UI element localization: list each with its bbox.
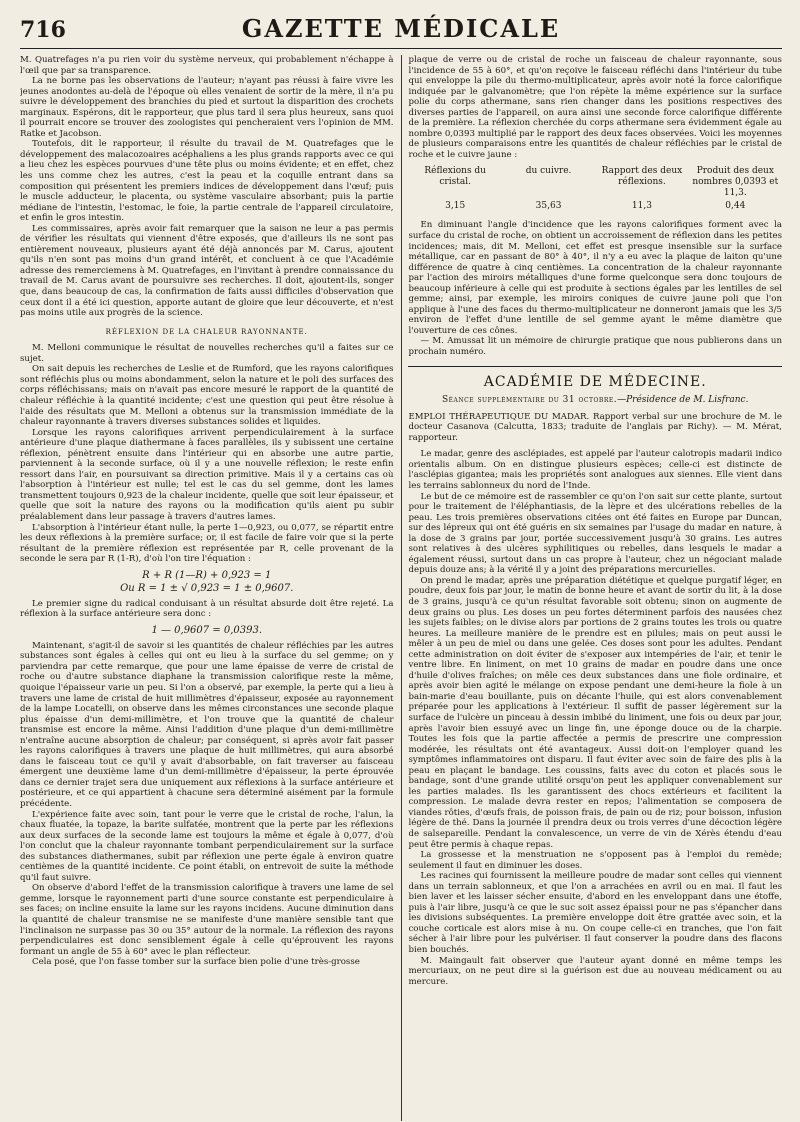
table-cell: 35,63 [535,201,562,212]
paragraph: Maintenant, s'agit-il de savoir si les quantités de chaleur réfléchies par les autres substances sont égales à celles qui ont eu lieu à la surface du sel gemme; on y parviendra par cette remarque, que pour une lame épaisse de verre de cristal de roche ou d'autre substance diaphane la transmission calorifique reste la même, quoique l'épaisseur varie un peu. Si l'on a observé, par exemple, la perte qui a lieu à travers une lame de cristal de huit millimètres d'épaisseur, exposée au rayonnement de la lampe Locatelli, on observe dans les mêmes circonstances une seconde plaque plus épaisse d'un demi-millimètre, et l'on trouve que la quantité de chaleur transmise est encore la même. Ainsi l'addition d'une plaque d'un demi-millimètre n'entraîne aucune absorption de chaleur; par conséquent, si après avoir fait passer les rayons calorifiques à travers une plaque de huit millimètres, qui aura absorbé dans le faisceau tout ce qu'il y avait d'absorbable, on fait traverser au faisceau émergent une deuxième lame d'un demi-millimètre d'épaisseur, la perte éprouvée dans ce dernier trajet sera due uniquement aux réflexions à la surface antérieure et postérieure, et ce qui appartient à chacune sera déterminé aisément par la formule précédente. [20,640,394,809]
paragraph: L'expérience faite avec soin, tant pour le verre que le cristal de roche, l'alun, la chaux fluatée, la topaze, la barite sulfatée, montrent que la perte par les réflexions aux deux surfaces de la seconde lame est toujours la même et égale à 0,077, d'où l'on conclut que la chaleur rayonnante tombant perpendiculairement sur la surface des substances diathermanes, subit par réflexion une perte égale à environ quatre centièmes de la quantité incidente. Ce point établi, on entrevoit de suite la méthode qu'il faut suivre. [20,809,394,883]
paragraph: On prend le madar, après une préparation diététique et quelque purgatif léger, en poudre, deux fois par jour, le matin de bonne heure et avant de sortir du lit, à la dose de 3 grains, jusqu'à ce qu'un résultat favorable soit obtenu; sinon on augmente de deux grains ou plus. Les doses un peu fortes déterminent parfois des nausées chez les sujets faibles; on le divise alors par portions de 2 grains toutes les trois ou quatre heures. La meilleure manière de le prendre est en pilules; mais on peut aussi le mêler à un peu de miel ou dans une gelée. Ces doses sont pour les adultes. Pendant cette administration on doit éviter de s'exposer aux intempéries de l'air, et tenir le ventre libre. En liniment, on met 10 grains de madar en poudre dans une once d'huile d'olives fraîches; on mêle ces deux substances dans une fiole ordinaire, et après avoir bien agité le mélange on expose pendant une demi-heure la fiole à un bain-marie d'eau bouillante, puis on décante l'huile, qui est alors convenablement préparée pour les applications à l'extérieur. Il suffit de passer légèrement sur la surface de l'ulcère un pinceau à dessin imbibé du liniment, une fois ou deux par jour, après l'avoir bien essuyé avec un linge fin, une éponge douce ou de la charpie. Toutes les fois que la partie affectée a permis de prescrire une compression modérée, les résultats ont été avantageux. Aussi doit-on l'employer quand les symptômes inflammatoires ont disparu. Il faut éviter avec soin de faire des plis à la peau en plaçant le bandage. Les coussins, faits avec du coton et placés sous le bandage, sont d'une grande utilité orsqu'on peut les appliquer convenablement sur les parties malades. Ils les garantissent des chocs extérieurs et facilitent la compression. Le malade devra rester en repos; l'alimentation se composera de viandes rôties, d'œufs frais, de poisson frais, de pain ou de riz; pour boisson, infusion légère de thé. Dans la journée il prendra deux ou trois verres d'une décoction légère de salsepareille. Pendant la convalescence, un verre de vin de Xérès étendu d'eau peut être permis à chaque repas. [408,575,782,850]
paragraph: Le but de ce mémoire est de rassembler ce qu'on l'on sait sur cette plante, surtout pour le traitement de l'éléphantiasis, de la lèpre et des ulcérations rebelles de la peau. Les trois premières observations citées ont été faites en Europe par Duncan, sur des lépreux qui ont été guéris en six semaines par l'usage du madar en nature, à la dose de 3 grains par jour, portée successivement jusqu'à 30 grains. Les autres sont relatives à des ulcères syphilitiques ou rebelles, dans lesquels le madar a également réussi, surtout dans un cas propre à l'auteur, chez un négociant malade depuis douze ans; à la vérité il y a joint des préparations mercurielles. [408,491,782,576]
table-header: du cuivre. [525,166,572,177]
journal-title: GAZETTE MÉDICALE [241,14,561,43]
paragraph: La grossesse et la menstruation ne s'opposent pas à l'emploi du remède; seulement il faut en diminuer les doses. [408,850,782,871]
paragraph: — M. Amussat lit un mémoire de chirurgie pratique que nous publierons dans un prochain numéro. [408,336,782,358]
seance-presidence: —Présidence de M. Lisfranc. [617,395,749,406]
table-header: Produit des deux nombres 0,0393 et 11,3. [692,166,779,199]
page-header [20,14,782,49]
right-column [401,55,782,1121]
table-cell: 3,15 [445,201,466,212]
equation-block [20,624,394,637]
paragraph: M. Quatrefages n'a pu rien voir du système nerveux, qui probablement n'échappe à l'œil que par sa transparence. [20,55,394,76]
section-title: RÉFLEXION DE LA CHALEUR RAYONNANTE. [105,327,308,336]
paragraph: Les racines qui fournissent la meilleure poudre de madar sont celles qui viennent dans un terrain sablonneux, et que l'on a arrachées en avril ou en mai. Il faut les bien laver et les laisser sécher ensuite, d'abord en les enveloppant dans une étoffe, puis à l'air libre, jusqu'à ce que le suc soit assez épaissi pour ne pas s'épancher dans les divisions subséquentes. La première enveloppe doit être grattée avec soin, et la couche corticale est alors mise à nu. On coupe celle-ci en tranches, que l'on fait sécher à l'air libre pour les pulvériser. Il faut conserver la poudre dans des flacons bien bouchés. [408,871,782,956]
table-header: Réflexions du cristal. [424,166,486,188]
equation: R + R (1—R) + 0,923 = 1 [142,569,272,581]
paragraph: La ne borne pas les observations de l'auteur; n'ayant pas réussi à faire vivre les jeunes anodontes au-delà de l'époque où elles venaient de sortir de la mère, il n'a pu suivre le développement des branchies du pied et surtout la disparition des crochets marginaux. Espérons, dit le rapporteur, que plus tard il sera plus heureux, sans quoi il pourrait encore se trouver des zoologistes qui pencheraient vers l'opinion de MM. Ratke et Jacobson. [20,76,394,139]
paragraph: plaque de verre ou de cristal de roche un faisceau de chaleur rayonnante, sous l'incidence de 55 à 60°, et qu'on reçoive le faisceau réfléchi dans l'intérieur du tube qui enveloppe la pile du thermo-multiplicateur, après avoir noté la force calorifique indiquée par le galvanomètre; que l'on répète la même expérience sur la surface polie du corps athermane, sans rien changer dans les positions respectives des diverses parties de l'appareil, on aura ainsi une seconde force calorifique différente de la première. La réflexion cherchée du corps athermane sera évidemment égale au nombre 0,0393 multiplié par le rapport des deux faces observées. Voici les moyennes de plusieurs comparaisons entre les quantités de chaleur réfléchies par le cristal de roche et le cuivre jaune : [408,55,782,160]
paragraph: Le madar, genre des asclépiades, est appelé par l'auteur calotropis madarii indico orientalis album. On en distingue plusieurs espèces; celle-ci est distincte de l'asclépias gigantea; mais les propriétés sont analogues aux siennes. Elle vient dans les terrains sablonneux du nord de l'Inde. [408,449,782,491]
paragraph: M. Melloni communique le résultat de nouvelles recherches qu'il a faites sur ce sujet. [20,343,394,364]
equation-block [20,569,394,595]
emploi-heading: EMPLOI THÉRAPEUTIQUE DU MADAR. Rapport verbal sur une brochure de M. le docteur Casanova (Calcutta, 1833; traduite de l'anglais par Richy). — M. Mérat, rapporteur. [408,411,782,443]
table-cell: 11,3 [631,201,652,212]
paragraph: Lorsque les rayons calorifiques arrivent perpendiculairement à la surface antérieure d'une plaque diathermane à faces parallèles, ils y subissent une certaine réflexion, pénètrent ensuite dans l'intérieur qui en absorbe une autre partie, parviennent à la seconde surface, où il y a une nouvelle réflexion; le reste enfin ressort dans l'air, en poursuivant sa direction primitive. Mais il y a certains cas où l'absorption à l'intérieur est nulle; tel est le cas du sel gemme, dont les lames transmettent toujours 0,923 de la chaleur incidente, quelle que soit leur épaisseur, et quelle que soit la nature des rayons ou la modification qu'ils aient pu subir préalablement dans leur passage à travers d'autres lames. [20,427,394,522]
equation: Ou R = 1 ± √ 0,923 = 1 ± 0,9607. [120,582,294,594]
section-rule [408,366,782,367]
paragraph: M. Maingault fait observer que l'auteur ayant donné en même temps les mercuriaux, on ne peut dire si la guérison est due au nouveau médicament ou au mercure. [408,955,782,987]
paragraph: L'absorption à l'intérieur étant nulle, la perte 1—0,923, ou 0,077, se répartit entre les deux réflexions à la première surface; or, il est facile de faire voir que si la perte résultant de la première réflexion est représentée par R, celle provenant de la seconde le sera par R (1-R), d'où l'on tire l'équation : [20,522,394,565]
seance-line [408,395,782,406]
paragraph: On observe d'abord l'effet de la transmission calorifique à travers une lame de sel gemme, lorsque le rayonnement parti d'une source constante est perpendiculaire à ses faces; on incline ensuite la lame sur les rayons incidens. Aucune diminution dans la quantité de chaleur transmise ne se manifeste d'une manière sensible tant que l'inclinaison ne surpasse pas 30 ou 35° autour de la normale. La réflexion des rayons perpendiculaires est donc sensiblement égale à celle qu'éprouvent les rayons formant un angle de 55 à 60° avec le plan réflecteur. [20,883,394,957]
table-cell: 0,44 [725,201,746,212]
two-column-body [20,55,782,1121]
table-header: Rapport des deux réflexions. [601,166,683,188]
paragraph: En diminuant l'angle d'incidence que les rayons calorifiques forment avec la surface du cristal de roche, on obtient un accroissement de réflexion dans les petites incidences; mais, dit M. Melloni, cet effet est presque insensible sur la surface métallique, car en passant de 80° à 40°, il n'y a eu avec la plaque de laiton qu'une différence de quatre à cinq centièmes. La concentration de la chaleur rayonnante par l'action des miroirs métalliques d'une forme quelconque sera donc toujours de beaucoup inférieure à celle qui est produite à sections égales par les lentilles de sel gemme; ainsi, par exemple, les miroirs coniques de cuivre jaune poli que l'on applique à l'une des faces du thermo-multiplicateur ne donneront jamais que les 3/5 environ de l'effet d'une lentille de sel gemme ayant le même diamètre que l'ouverture de ces cônes. [408,220,782,336]
paragraph: Toutefois, dit le rapporteur, il résulte du travail de M. Quatrefages que le développement des malacozoaires acéphaliens a les plus grands rapports avec ce qui a lieu chez les espèces pourvues d'une tête plus ou moins évidente; et en effet, chez les uns comme chez les autres, c'est la peau et la coquille entrant dans sa composition qui présentent les premiers indices de développement dans l'œuf; puis le muscle adducteur, le placenta, ou système vasculaire absorbant; puis la partie médiane de l'intestin, l'estomac, le foie, la partie centrale de l'appareil circulatoire, et enfin le gros intestin. [20,139,394,224]
data-table [408,166,782,212]
paragraph: Cela posé, que l'on fasse tomber sur la surface bien polie d'une très-grosse [32,957,360,968]
academy-title: ACADÉMIE DE MÉDECINE. [483,373,707,390]
paragraph: Les commissaires, après avoir fait remarquer que la saison ne leur a pas permis de vérifier les résultats qui viennent d'être exposés, que d'ailleurs ils ne sont pas entièrement nouveaux, plusieurs ayant été déjà annoncés par M. Carus, ajoutent qu'ils n'en sont pas moins d'un grand intérêt, et concluent à ce que l'Académie adresse des remerciemens à M. Quatrefages, en l'invitant à prendre connaissance du travail de M. Carus avant de poursuivre ses recherches. Il doit, ajoutent-ils, songer que, dans beaucoup de cas, la confirmation de faits aussi difficiles d'observation que ceux dont il a été ici question, apporte autant de gloire que leur découverte, et n'est pas moins utile aux progrès de la science. [20,223,394,319]
equation: 1 — 0,9607 = 0,0393. [151,624,263,636]
seance-date: Séance supplémentaire du 31 octobre. [441,395,618,406]
left-column [20,55,401,1121]
paragraph: On sait depuis les recherches de Leslie et de Rumford, que les rayons calorifiques sont réfléchis plus ou moins abondamment, selon la nature et le poli des surfaces des corps réfléchissans; mais on n'avait pas encore mesuré le rapport de la quantité de chaleur réfléchie à la quantité incidente; c'est une question qui peut être résolue à l'aide des résultats que M. Melloni a obtenus sur la transmission immédiate de la chaleur rayonnante à travers diverses substances solides et liquides. [20,364,394,428]
paragraph: Le premier signe du radical conduisant à un résultat absurde doit être rejeté. La réflexion à la surface antérieure sera donc : [20,598,394,620]
page-number: 716 [20,17,66,43]
